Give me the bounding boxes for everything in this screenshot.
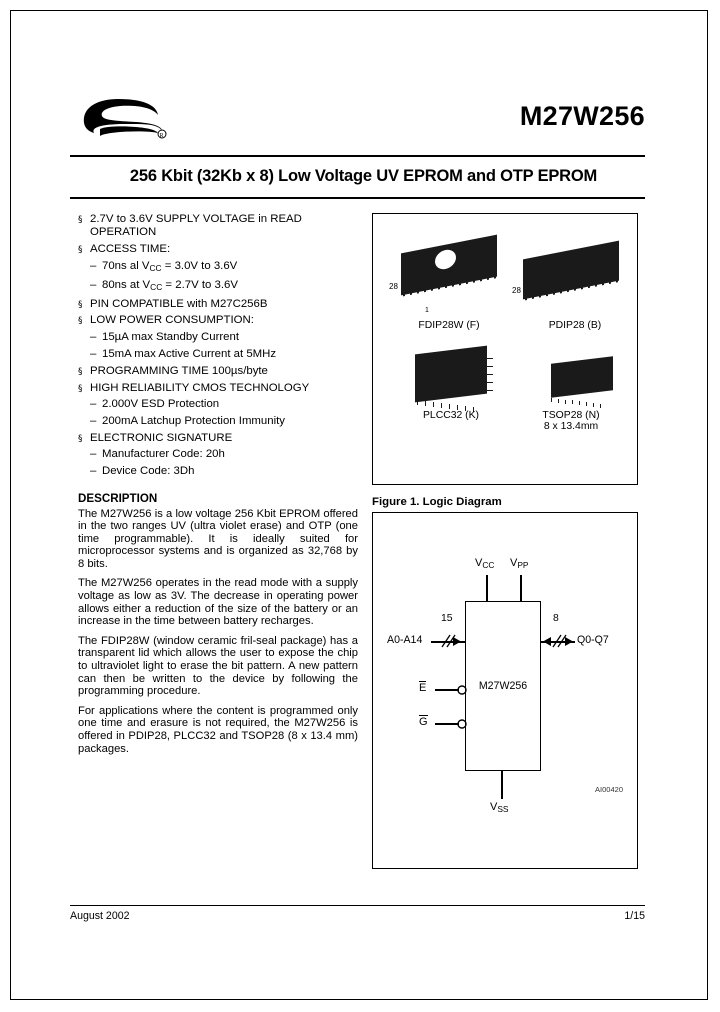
feature-item <box>78 243 358 294</box>
fdip28w-pin1-marker: 1 <box>425 307 429 314</box>
address-bus-arrow <box>439 631 461 653</box>
feature-item <box>78 382 358 429</box>
dash-icon: – <box>90 397 97 410</box>
feature-subtext: Manufacturer Code: 20h <box>102 448 225 461</box>
vss-label: $V_{SS}$ <box>490 801 509 814</box>
feature-item <box>78 213 358 240</box>
tsop28-caption <box>511 410 631 432</box>
feature-subtext: 200mA Latchup Protection Immunity <box>102 414 285 427</box>
bullet-icon: § <box>78 215 83 225</box>
feature-text: ELECTRONIC SIGNATURE <box>90 431 233 444</box>
address-label: A0-A14 <box>387 634 423 646</box>
tsop28-caption-line2: 8 x 13.4mm <box>543 421 599 432</box>
feature-subtext: 2.000V ESD Protection <box>102 397 220 410</box>
footer-rule <box>70 905 645 906</box>
logic-block <box>465 601 541 771</box>
pdip28-pin-number: 28 <box>512 286 521 295</box>
figure-title: Figure 1. Logic Diagram <box>372 496 502 508</box>
vpp-label: $V_{PP}$ <box>510 557 529 570</box>
feature-subtext: 70ns al $V_{CC} = 3.0V$ to 3.6V <box>102 259 238 273</box>
feature-text: PIN COMPATIBLE with M27C256B <box>90 297 268 310</box>
feature-text: PROGRAMMING TIME 100µs/byte <box>90 364 268 377</box>
footer-date: August 2002 <box>70 910 130 922</box>
page-footer <box>70 905 645 922</box>
e-input-bubble <box>457 683 469 697</box>
package-illustration-box <box>372 213 638 485</box>
description-paragraph: The FDIP28W (window ceramic fril-seal package) has a transparent lid which allows the user to expose the chip to ultraviolet light to erase the bit pattern. A new pattern can then be written to the device by following the programming procedure. <box>78 634 358 698</box>
feature-subtext: Device Code: 3Dh <box>102 465 195 478</box>
bullet-icon: § <box>78 316 83 327</box>
page-header <box>70 85 645 155</box>
feature-subtext: 15mA max Active Current at 5MHz <box>102 347 277 360</box>
feature-text: HIGH RELIABILITY CMOS TECHNOLOGY <box>90 381 310 394</box>
st-logo <box>78 93 168 139</box>
svg-text:R: R <box>159 133 164 139</box>
feature-subitem <box>90 398 358 411</box>
plcc32-caption: PLCC32 (K) <box>422 410 479 421</box>
feature-subitem <box>90 415 358 428</box>
g-input-bubble <box>457 717 469 731</box>
dash-icon: – <box>90 414 97 427</box>
feature-item <box>78 298 358 311</box>
logic-diagram-box <box>372 512 638 869</box>
e-label: E <box>419 682 427 694</box>
vcc-label: $V_{CC}$ <box>475 557 495 570</box>
data-label: Q0-Q7 <box>577 634 609 646</box>
tsop28-pins <box>547 356 619 404</box>
data-bus-arrow <box>541 631 575 653</box>
dash-icon: – <box>90 259 97 272</box>
feature-subitem <box>90 279 358 294</box>
drawing-code: AI00420 <box>595 785 623 794</box>
description-heading: DESCRIPTION <box>78 491 158 505</box>
plcc32-pins <box>413 346 493 404</box>
pdip28-caption: PDIP28 (B) <box>548 320 602 331</box>
feature-item <box>78 432 358 479</box>
page-content <box>70 85 645 814</box>
feature-subitem <box>90 348 358 361</box>
dash-icon: – <box>90 347 97 360</box>
dash-icon: – <box>90 278 97 291</box>
fdip28w-caption: FDIP28W (F) <box>418 320 480 331</box>
right-column <box>372 213 640 869</box>
dash-icon: – <box>90 448 97 461</box>
feature-subtext: 80ns at $V_{CC} = 2.7V$ to 3.6V <box>102 278 238 292</box>
feature-subitem <box>90 331 358 344</box>
logic-block-label: M27W256 <box>478 680 528 692</box>
page-title: M27W256 <box>519 101 645 131</box>
document-subtitle: 256 Kbit (32Kb x 8) Low Voltage UV EPROM and OTP EPROM <box>129 167 598 185</box>
description-paragraph: The M27W256 is a low voltage 256 Kbit EPROM offered in the two ranges UV (ultra violet erase) and OTP (one time programmable). It is ideally suited for microprocessor systems and is organized as 32,768 by 8 bits. <box>78 507 358 570</box>
e-input-line <box>435 689 459 691</box>
feature-subitem <box>90 260 358 275</box>
feature-subitem <box>90 448 358 461</box>
bullet-icon: § <box>78 366 83 377</box>
g-input-line <box>435 723 459 725</box>
feature-list <box>78 213 358 479</box>
bullet-icon: § <box>78 299 83 310</box>
feature-text: 2.7V to 3.6V SUPPLY VOLTAGE in READ OPERATION <box>90 213 302 239</box>
fdip28w-pin-number: 28 <box>389 282 398 291</box>
vpp-line <box>520 575 522 601</box>
bullet-icon: § <box>78 245 83 256</box>
feature-sublist <box>90 331 358 361</box>
subtitle-rule <box>70 197 645 199</box>
feature-text: ACCESS TIME: <box>90 243 171 256</box>
description-paragraph: The M27W256 operates in the read mode with a supply voltage as low as 3V. The decrease in operating power allows either a reduction of the size of the battery or an increase in the time between battery recharges. <box>78 577 358 628</box>
bullet-icon: § <box>78 383 83 394</box>
g-label: G <box>419 716 428 728</box>
description-paragraph: For applications where the content is programmed only one time and erasure is not required, the M27W256 is offered in PDIP28, PLCC32 and TSOP28 (8 x 13.4 mm) packages. <box>78 704 358 755</box>
footer-page-number: 1/15 <box>624 910 645 922</box>
feature-sublist <box>90 260 358 294</box>
dash-icon: – <box>90 465 97 478</box>
feature-item <box>78 314 358 361</box>
feature-subtext: 15µA max Standby Current <box>102 330 239 343</box>
bullet-icon: § <box>78 433 83 444</box>
data-count-label: 8 <box>553 613 559 624</box>
dash-icon: – <box>90 330 97 343</box>
left-column <box>78 213 358 762</box>
feature-sublist <box>90 398 358 428</box>
tsop28-caption-line1: TSOP28 (N) <box>542 410 600 421</box>
vcc-line <box>486 575 488 601</box>
vss-line <box>501 771 503 799</box>
feature-item <box>78 365 358 378</box>
feature-sublist <box>90 448 358 478</box>
feature-subitem <box>90 465 358 478</box>
feature-text: LOW POWER CONSUMPTION: <box>90 314 254 327</box>
header-rule <box>70 155 645 157</box>
address-count-label: 15 <box>441 613 453 624</box>
